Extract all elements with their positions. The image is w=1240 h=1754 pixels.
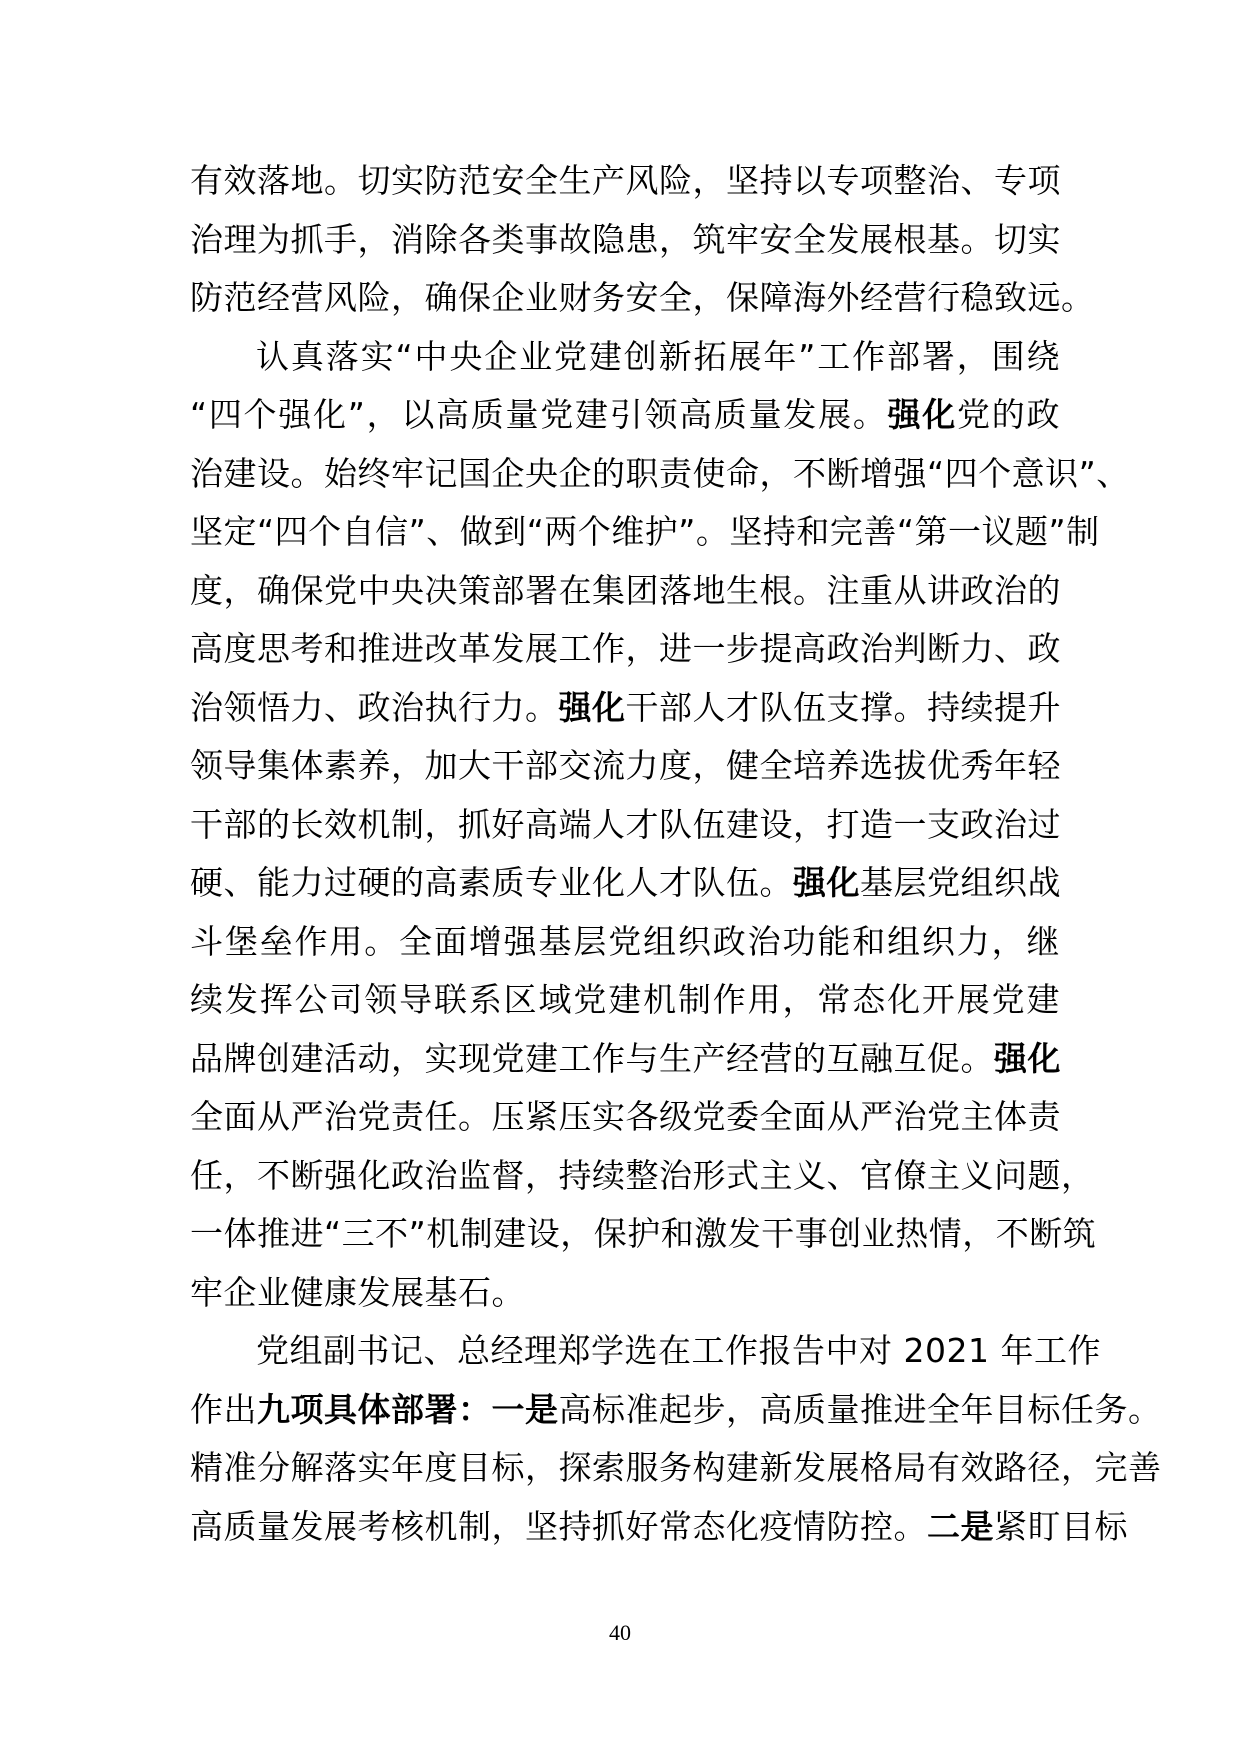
text-line: 坚定“四个自信”、做到“两个维护”。坚持和完善“第一议题”制 <box>190 512 1100 551</box>
bold-run: 强化 <box>994 1038 1061 1078</box>
text-run: “四个强化”，以高质量党建引领高质量发展。 <box>190 395 888 434</box>
text-line: 精准分解落实年度目标，探索服务构建新发展格局有效路径，完善 <box>190 1448 1162 1487</box>
text-line <box>190 679 1060 738</box>
text-run: 党的政 <box>957 395 1060 434</box>
text-line <box>190 854 1060 913</box>
text-line <box>190 386 1060 445</box>
text-line: 一体推进“三不”机制建设，保护和激发干事创业热情，不断筑 <box>190 1214 1097 1253</box>
text-line <box>190 1030 1060 1089</box>
text-line: 认真落实“中央企业党建创新拓展年”工作部署，围绕 <box>256 336 1060 376</box>
body-text <box>190 152 1162 1556</box>
text-run: 硬、能力过硬的高素质专业化人才队伍。 <box>190 863 793 902</box>
text-line: 防范经营风险，确保企业财务安全，保障海外经营行稳致远。 <box>190 278 1095 317</box>
text-line: 任，不断强化政治监督，持续整治形式主义、官僚主义问题， <box>190 1155 1095 1195</box>
text-run: 干部人才队伍支撑。持续提升 <box>625 687 1061 727</box>
text-run: 品牌创建活动，实现党建工作与生产经营的互融互促。 <box>190 1038 994 1078</box>
text-line: 治建设。始终牢记国企央企的职责使命，不断增强“四个意识”、 <box>190 453 1130 493</box>
text-line: 续发挥公司领导联系区域党建机制作用，常态化开展党建 <box>190 980 1060 1019</box>
text-run: 治领悟力、政治执行力。 <box>190 687 559 727</box>
bold-run: 九项具体部署：一是 <box>257 1389 559 1429</box>
text-run: 高质量发展考核机制，坚持抓好常态化疫情防控。 <box>190 1506 927 1546</box>
text-line: 度，确保党中央决策部署在集团落地生根。注重从讲政治的 <box>190 570 1061 610</box>
bold-run: 二是 <box>927 1506 994 1546</box>
text-line: 全面从严治党责任。压紧压实各级党委全面从严治党主体责 <box>190 1097 1061 1136</box>
text-run: 作出 <box>190 1389 257 1429</box>
text-run: 紧盯目标 <box>994 1506 1128 1546</box>
text-line <box>190 1498 1128 1557</box>
text-line: 高度思考和推进改革发展工作，进一步提高政治判断力、政 <box>190 629 1061 668</box>
text-line: 斗堡垒作用。全面增强基层党组织政治功能和组织力，继 <box>190 921 1060 961</box>
text-run: 高标准起步，高质量推进全年目标任务。 <box>558 1389 1162 1429</box>
text-line: 干部的长效机制，抓好高端人才队伍建设，打造一支政治过 <box>190 804 1061 844</box>
page-number: 40 <box>609 1620 631 1645</box>
text-line: 党组副书记、总经理郑学选在工作报告中对 2021 年工作 <box>256 1331 1101 1370</box>
bold-run: 强化 <box>887 395 958 434</box>
text-line: 牢企业健康发展基石。 <box>190 1272 525 1312</box>
bold-run: 强化 <box>793 863 860 902</box>
text-line <box>190 1381 1162 1440</box>
text-line: 治理为抓手，消除各类事故隐患，筑牢安全发展根基。切实 <box>190 219 1061 259</box>
bold-run: 强化 <box>558 687 626 727</box>
text-run: 基层党组织战 <box>860 863 1061 902</box>
text-line: 有效落地。切实防范安全生产风险，坚持以专项整治、专项 <box>190 161 1061 200</box>
text-line: 领导集体素养，加大干部交流力度，健全培养选拔优秀年轻 <box>190 746 1061 785</box>
